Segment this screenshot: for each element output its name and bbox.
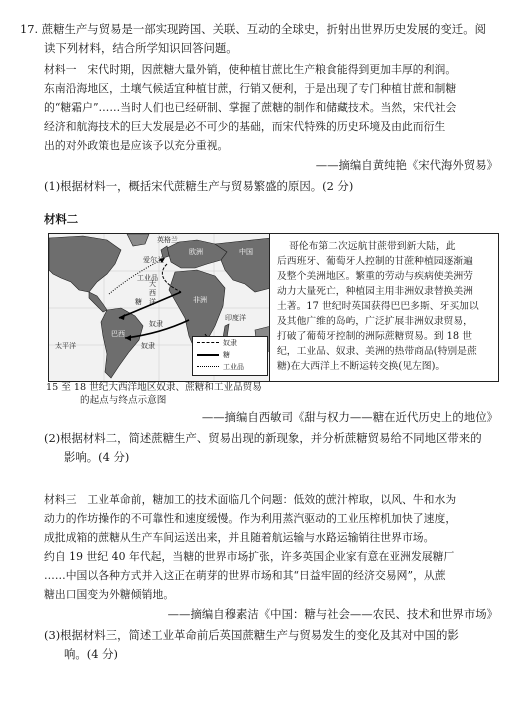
legend-sugar-label: 糖 xyxy=(223,351,230,359)
material-3-line-3: 成批成箱的蔗糖从生产车间运送出来，并且随着航运输与水路运输销往世界市场。 xyxy=(44,531,435,544)
side-text-line-5: 土著。17 世纪时英国获得巴巴多斯、牙买加以 xyxy=(277,301,479,312)
question-2-line-2: 影响。(4 分) xyxy=(64,450,130,464)
material-3-line-4: 约自 19 世纪 40 年代起，当糖的世界市场扩张，许多英国企业家有意在亚洲发展糖厂 xyxy=(44,550,455,563)
question-3-line-2: 响。(4 分) xyxy=(64,647,118,661)
map-legend xyxy=(192,336,268,376)
legend-slave-line xyxy=(197,342,219,344)
map-label-slave-a: 奴隶 xyxy=(149,320,163,328)
side-text-line-7: 打破了葡萄牙控制的洲际蔗糖贸易。到 18 世 xyxy=(277,331,473,342)
material-1-line-1: 材料一 宋代时期，因蔗糖大量外销，使种植甘蔗比生产粮食能得到更加丰厚的利润。 xyxy=(44,63,457,76)
material-2-source: ——摘编自西敏司《甜与权力——糖在近代历史上的地位》 xyxy=(201,410,498,424)
material-2-textbox xyxy=(269,233,499,382)
side-text-line-3: 及整个美洲地区。繁重的劳动与疾病使美洲劳 xyxy=(277,271,473,282)
side-text-line-8: 纪，工业品、奴隶、美洲的热带商品(特别是蔗 xyxy=(277,346,477,357)
material-3-line-2: 动力的作坊操作的不可靠性和速度缓慢。作为利用蒸汽驱动的工业压榨机加快了速度， xyxy=(44,512,457,525)
map-label-india: 印度洋 xyxy=(225,314,246,322)
legend-row-industrial xyxy=(197,362,244,372)
legend-industrial-label: 工业品 xyxy=(223,363,244,371)
legend-sugar-line xyxy=(197,354,219,357)
question-1: (1)根据材料一，概括宋代蔗糖生产与贸易繁盛的原因。(2 分) xyxy=(44,179,354,193)
legend-industrial-line xyxy=(197,366,219,368)
question-3-line-1: (3)根据材料三，简述工业革命前后英国蔗糖生产与贸易发生的变化及其对中国的影 xyxy=(44,628,459,642)
map-label-atlantic-3: 洋 xyxy=(149,298,156,306)
question-stem-line-1: 17. 蔗糖生产与贸易是一部实现跨国、关联、互动的全球史，折射出世界历史发展的变迁。阅 xyxy=(20,22,486,36)
map-label-atlantic-2: 西 xyxy=(149,289,156,297)
question-2-line-1: (2)根据材料二，简述蔗糖生产、贸易出现的新现象，并分析蔗糖贸易给不同地区带来的 xyxy=(44,431,482,445)
map-label-sugar: 糖 xyxy=(135,298,142,306)
map-label-china: 中国 xyxy=(239,248,253,256)
material-1-source: ——摘编自黄纯艳《宋代海外贸易》 xyxy=(315,158,498,172)
map-label-atlantic-1: 大 xyxy=(149,280,156,288)
material-3-source: ——摘编自穆素洁《中国：糖与社会——农民、技术和世界市场》 xyxy=(167,607,498,621)
map-label-ireland: 爱尔兰 xyxy=(143,256,164,264)
material-1-line-3: 的“糖霜户”……当时人们也已经研制、掌握了蔗糖的制作和储藏技术。当然，宋代社会 xyxy=(44,101,457,114)
side-text-line-1: 哥伦布第二次远航甘蔗带到新大陆，此 xyxy=(289,241,456,252)
map-label-pacific: 太平洋 xyxy=(55,342,76,350)
map-label-brazil: 巴西 xyxy=(111,330,125,338)
map-label-england: 英格兰 xyxy=(157,236,178,244)
side-text-line-9: 糖)在大西洋上不断运转交换(见左图)。 xyxy=(277,361,446,372)
side-text-line-2: 后西班牙、葡萄牙人控制的甘蔗种植园逐渐遍 xyxy=(277,256,473,267)
map-label-slave-b: 奴隶 xyxy=(141,342,155,350)
map-label-africa: 非洲 xyxy=(193,296,207,304)
material-3-line-5: ……中国以各种方式并入这正在萌芽的世界市场和其“日益牢固的经济交易网”，从蔗 xyxy=(44,569,446,582)
material-1-line-5: 出的对外政策也是应该予以充分重视。 xyxy=(44,139,229,152)
legend-row-slave xyxy=(197,338,237,348)
legend-slave-label: 奴隶 xyxy=(223,339,237,347)
side-text-line-4: 动力大量死亡，种植园主用非洲奴隶替换美洲 xyxy=(277,286,473,297)
question-stem-line-2: 读下列材料，结合所学知识回答问题。 xyxy=(44,41,238,55)
material-3-line-6: 糖出口国变为外糖倾销地。 xyxy=(44,588,175,601)
map-label-europe: 欧洲 xyxy=(189,248,203,256)
material-1-line-4: 经济和航海技术的巨大发展是必不可少的基础，而宋代特殊的历史环境及由此而衍生 xyxy=(44,120,446,133)
map-label-industrial: 工业品 xyxy=(137,274,158,282)
side-text-line-6: 及其他广维的岛屿，广泛扩展非洲奴隶贸易， xyxy=(277,316,473,327)
map-caption-line-2: 的起点与终点示意图 xyxy=(80,395,167,406)
material-3-line-1: 材料三 工业革命前，糖加工的技术面临几个问题：低效的蔗汁榨取，以风、牛和水为 xyxy=(44,493,457,506)
material-2-title: 材料二 xyxy=(44,212,79,226)
map-caption-line-1: 15 至 18 世纪大西洋地区奴隶、蔗糖和工业品贸易 xyxy=(46,382,262,393)
material-1-line-2: 东南沿海地区，土壤气候适宜种植甘蔗，行销又便利，于是出现了专门种植甘蔗和制糖 xyxy=(44,82,457,95)
legend-row-sugar xyxy=(197,350,230,360)
